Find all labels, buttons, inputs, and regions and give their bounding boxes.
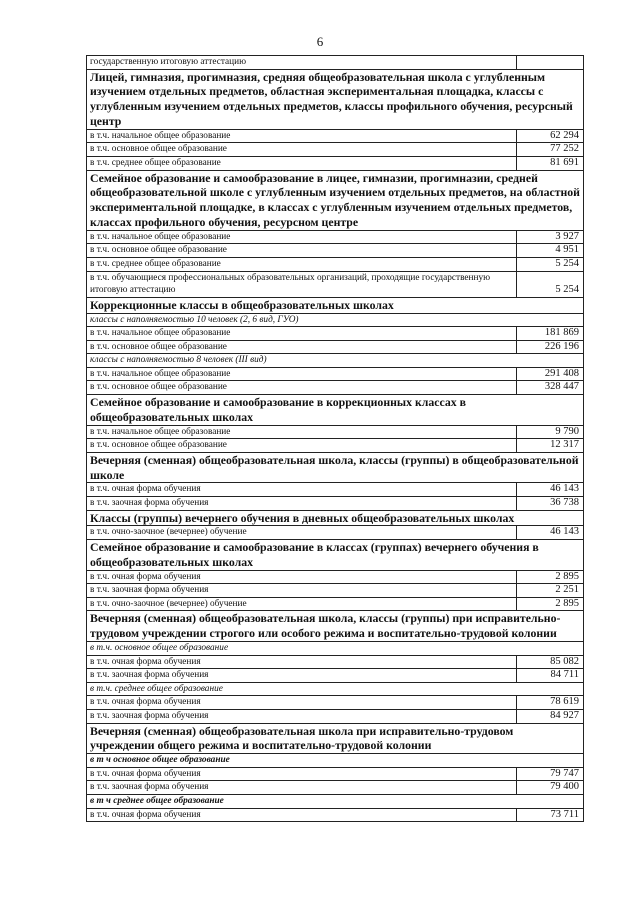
section-title: Вечерняя (сменная) общеобразовательная школа, классы (группы) при исправительно-трудовом учреждении строгого или особого режима и воспитательно-трудовой колонии — [87, 611, 584, 642]
row-value: 5 254 — [517, 271, 584, 297]
row-label: в т.ч. основное общее образование — [87, 381, 517, 395]
section-header-row — [87, 540, 584, 571]
row-value: 5 254 — [517, 257, 584, 271]
subsection-row — [87, 682, 584, 696]
row-label: в т.ч. очная форма обучения — [87, 808, 517, 822]
row-value: 85 082 — [517, 655, 584, 669]
row-value: 36 738 — [517, 497, 584, 511]
section-title: Классы (группы) вечернего обучения в дневных общеобразовательных школах — [87, 510, 584, 526]
section-title: Коррекционные классы в общеобразовательных школах — [87, 297, 584, 313]
page-number: 6 — [316, 34, 324, 49]
table-row — [87, 808, 584, 822]
subsection-row — [87, 313, 584, 327]
row-value: 79 400 — [517, 781, 584, 795]
row-label: в т.ч. заочная форма обучения — [87, 781, 517, 795]
row-label: в т.ч. очная форма обучения — [87, 767, 517, 781]
subsection-title: в т.ч. среднее общее образование — [87, 682, 584, 696]
table-row — [87, 257, 584, 271]
table-row — [87, 340, 584, 354]
row-label: в т.ч. заочная форма обучения — [87, 669, 517, 683]
row-value: 3 927 — [517, 230, 584, 244]
row-label: в т.ч. начальное общее образование — [87, 230, 517, 244]
row-label: в т.ч. основное общее образование — [87, 439, 517, 453]
row-label: в т.ч. заочная форма обучения — [87, 497, 517, 511]
row-label: в т.ч. очная форма обучения — [87, 655, 517, 669]
row-value: 84 927 — [517, 709, 584, 723]
row-label: в т.ч. заочная форма обучения — [87, 709, 517, 723]
row-value: 62 294 — [517, 129, 584, 143]
row-value: 73 711 — [517, 808, 584, 822]
section-header-row — [87, 297, 584, 313]
table-row — [87, 597, 584, 611]
row-label: в т.ч. начальное общее образование — [87, 425, 517, 439]
table-row — [87, 709, 584, 723]
table-row — [87, 483, 584, 497]
row-value: 226 196 — [517, 340, 584, 354]
table-row — [87, 244, 584, 258]
subsection-title: классы с наполняемостью 8 человек (III вид) — [87, 354, 584, 368]
row-value: 46 143 — [517, 483, 584, 497]
subsection-row — [87, 354, 584, 368]
section-title: Семейное образование и самообразование в коррекционных классах в общеобразовательных школах — [87, 395, 584, 426]
row-value: 79 747 — [517, 767, 584, 781]
row-label: в т.ч. основное общее образование — [87, 244, 517, 258]
row-label: в т.ч. очно-заочное (вечернее) обучение — [87, 526, 517, 540]
table-row — [87, 655, 584, 669]
section-title: Семейное образование и самообразование в лицее, гимназии, прогимназии, средней общеобразовательной школе с углубленным изучением отдельных предметов, на областной экспериментальной площадке, в классах с углубленным изучением отдельных предметов, классах профильного обучения, ресурсном центре — [87, 170, 584, 230]
table-row — [87, 425, 584, 439]
section-header-row — [87, 170, 584, 230]
table-row — [87, 230, 584, 244]
table-row — [87, 327, 584, 341]
table-row — [87, 781, 584, 795]
row-value: 46 143 — [517, 526, 584, 540]
section-header-row — [87, 452, 584, 483]
subsection-row — [87, 794, 584, 808]
row-label: в т.ч. очная форма обучения — [87, 570, 517, 584]
tariff-table — [86, 55, 584, 822]
row-label: государственную итоговую аттестацию — [87, 56, 517, 70]
table-row — [87, 669, 584, 683]
section-header-row — [87, 395, 584, 426]
row-label: в т.ч. очно-заочное (вечернее) обучение — [87, 597, 517, 611]
subsection-title: классы с наполняемостью 10 человек (2, 6 вид, ГУО) — [87, 313, 584, 327]
table-row — [87, 696, 584, 710]
subsection-row — [87, 754, 584, 768]
subsection-row — [87, 642, 584, 656]
row-value: 77 252 — [517, 143, 584, 157]
row-value — [517, 56, 584, 70]
row-label: в т.ч. основное общее образование — [87, 143, 517, 157]
row-label: в т.ч. среднее общее образование — [87, 156, 517, 170]
table-row — [87, 367, 584, 381]
row-value: 181 869 — [517, 327, 584, 341]
subsection-title: в т ч основное общее образование — [87, 754, 584, 768]
row-label: в т.ч. очная форма обучения — [87, 696, 517, 710]
row-label: в т.ч. обучающиеся профессиональных образовательных организаций, проходящие государственную итоговую аттестацию — [87, 271, 517, 297]
table-row — [87, 129, 584, 143]
row-value: 2 895 — [517, 570, 584, 584]
table-row — [87, 381, 584, 395]
subsection-title: в т.ч. основное общее образование — [87, 642, 584, 656]
subsection-title: в т ч среднее общее образование — [87, 794, 584, 808]
table-row — [87, 271, 584, 297]
row-value: 9 790 — [517, 425, 584, 439]
row-value: 84 711 — [517, 669, 584, 683]
table-row — [87, 156, 584, 170]
row-value: 78 619 — [517, 696, 584, 710]
row-label: в т.ч. очная форма обучения — [87, 483, 517, 497]
table-row — [87, 584, 584, 598]
table-row — [87, 497, 584, 511]
row-value: 2 251 — [517, 584, 584, 598]
row-label: в т.ч. начальное общее образование — [87, 367, 517, 381]
row-label: в т.ч. начальное общее образование — [87, 327, 517, 341]
table-row — [87, 526, 584, 540]
section-header-row — [87, 611, 584, 642]
row-value: 4 951 — [517, 244, 584, 258]
row-label: в т.ч. среднее общее образование — [87, 257, 517, 271]
table-row — [87, 767, 584, 781]
row-value: 291 408 — [517, 367, 584, 381]
row-label: в т.ч. начальное общее образование — [87, 129, 517, 143]
row-value: 12 317 — [517, 439, 584, 453]
row-value: 328 447 — [517, 381, 584, 395]
table-row — [87, 56, 584, 70]
section-title: Вечерняя (сменная) общеобразовательная школа при исправительно-трудовом учреждении общего режима и воспитательно-трудовой колонии — [87, 723, 584, 754]
row-value: 81 691 — [517, 156, 584, 170]
section-header-row — [87, 69, 584, 129]
table-row — [87, 570, 584, 584]
section-title: Лицей, гимназия, прогимназия, средняя общеобразовательная школа с углубленным изучением отдельных предметов, областная экспериментальная площадка, классы с углубленным изучением отдельных предметов, классы профильного обучения, ресурсный центр — [87, 69, 584, 129]
row-label: в т.ч. основное общее образование — [87, 340, 517, 354]
section-title: Вечерняя (сменная) общеобразовательная школа, классы (группы) в общеобразовательной школе — [87, 452, 584, 483]
row-value: 2 895 — [517, 597, 584, 611]
section-header-row — [87, 510, 584, 526]
section-title: Семейное образование и самообразование в классах (группах) вечернего обучения в общеобразовательных школах — [87, 540, 584, 571]
table-row — [87, 143, 584, 157]
row-label: в т.ч. заочная форма обучения — [87, 584, 517, 598]
table-row — [87, 439, 584, 453]
section-header-row — [87, 723, 584, 754]
